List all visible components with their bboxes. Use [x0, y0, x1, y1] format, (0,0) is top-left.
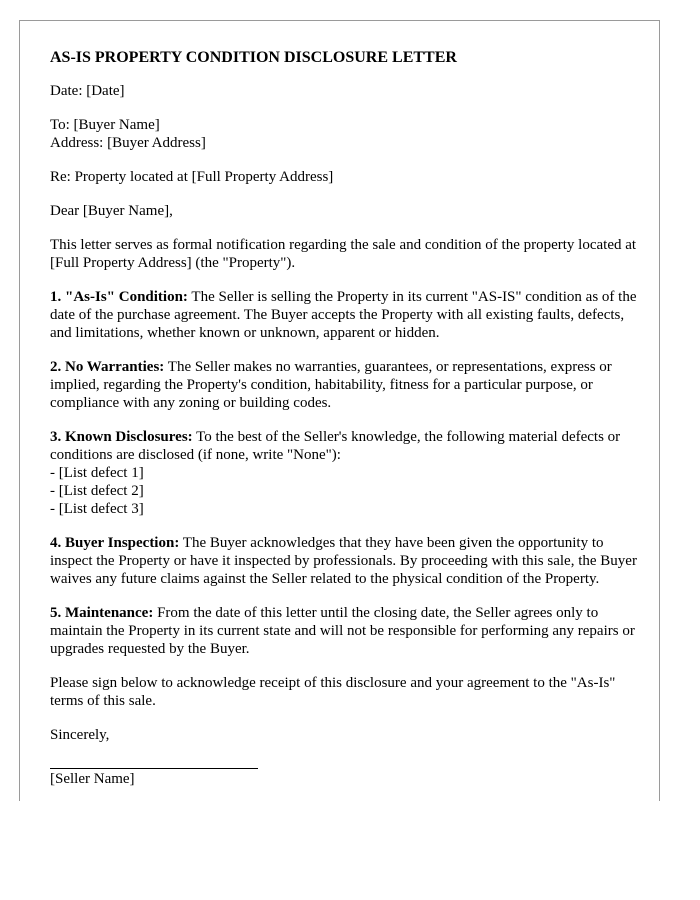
section-buyer-inspection — [50, 534, 640, 588]
section-heading: 1. "As-Is" Condition: — [50, 289, 188, 305]
date-line: Date: [Date] — [50, 83, 125, 99]
section-known-disclosures — [50, 428, 640, 518]
letter-body — [50, 48, 640, 788]
section-heading: 5. Maintenance: — [50, 605, 154, 621]
section-text: The Seller makes no warranties, guarantees, or representations, express or implied, regarding the Property's condition, habitability, fitness for a particular purpose, or compliance with any zoning or building codes. — [50, 359, 612, 411]
letter-page — [19, 20, 660, 801]
intro-paragraph: This letter serves as formal notification regarding the sale and condition of the property located at [Full Property Address] (the "Property"). — [50, 237, 637, 271]
seller-name: [Seller Name] — [50, 771, 135, 787]
section-no-warranties — [50, 358, 640, 412]
section-maintenance — [50, 604, 640, 658]
salutation: Dear [Buyer Name], — [50, 203, 173, 219]
section-text: To the best of the Seller's knowledge, the following material defects or conditions are disclosed (if none, write "None"): — [50, 429, 621, 463]
closing-request: Please sign below to acknowledge receipt of this disclosure and your agreement to the "As-Is" terms of this sale. — [50, 675, 616, 709]
defect-list-item: - [List defect 2] — [50, 483, 144, 499]
section-text: From the date of this letter until the closing date, the Seller agrees only to maintain the Property in its current state and will not be responsible for performing any repairs or upgrades requested by the Buyer. — [50, 605, 635, 657]
recipient-address: Address: [Buyer Address] — [50, 135, 206, 151]
recipient-name: To: [Buyer Name] — [50, 117, 160, 133]
section-text: The Seller is selling the Property in its current "AS-IS" condition as of the date of the purchase agreement. The Buyer accepts the Property with all existing faults, defects, and limitations, whether known or unknown, apparent or hidden. — [50, 289, 637, 341]
defect-list-item: - [List defect 3] — [50, 501, 144, 517]
section-as-is-condition — [50, 288, 640, 342]
defect-list-item: - [List defect 1] — [50, 465, 144, 481]
letter-title: AS-IS PROPERTY CONDITION DISCLOSURE LETTER — [50, 49, 457, 66]
recipient-block — [50, 116, 640, 152]
section-heading: 3. Known Disclosures: — [50, 429, 193, 445]
section-text: The Buyer acknowledges that they have been given the opportunity to inspect the Property or have it inspected by professionals. By proceeding with this sale, the Buyer waives any future claims against the Seller related to the physical condition of the Property. — [50, 535, 637, 587]
section-heading: 4. Buyer Inspection: — [50, 535, 180, 551]
subject-line: Re: Property located at [Full Property Address] — [50, 169, 334, 185]
section-heading: 2. No Warranties: — [50, 359, 165, 375]
sign-off: Sincerely, — [50, 727, 110, 743]
